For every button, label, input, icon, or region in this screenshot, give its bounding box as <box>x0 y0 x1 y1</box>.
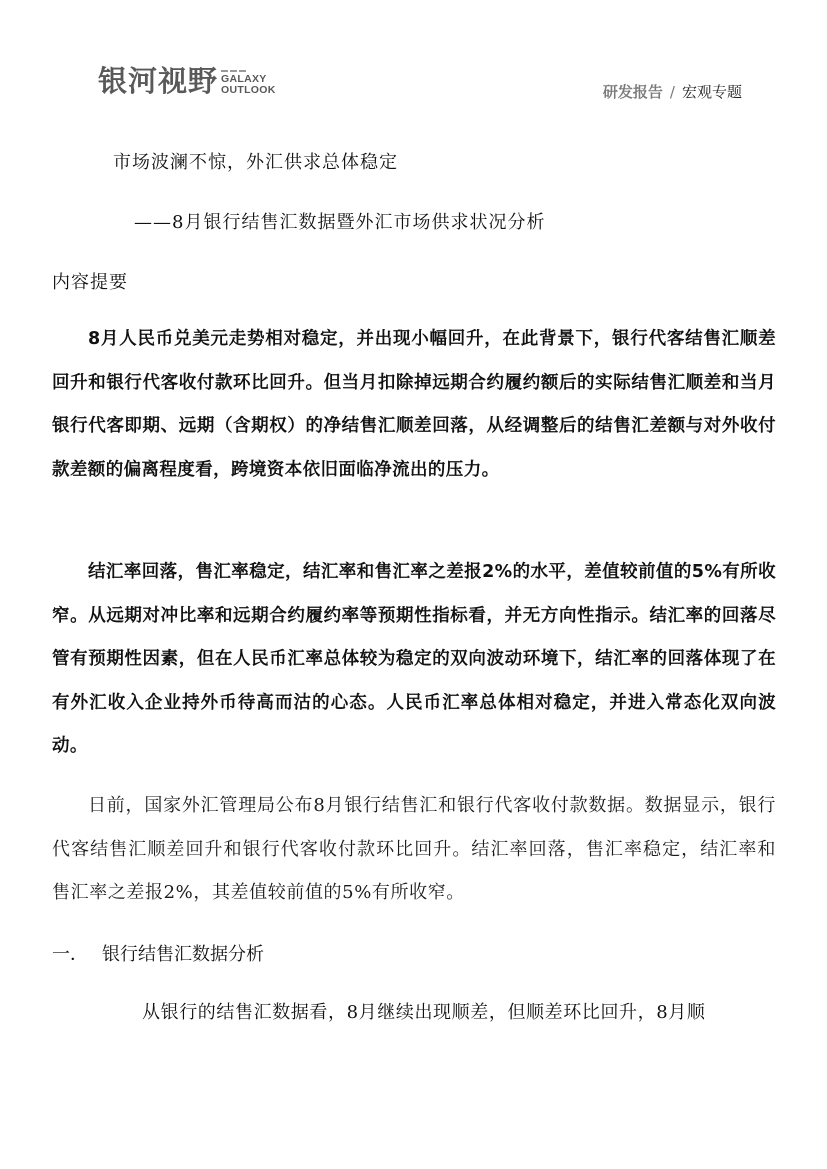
galaxy-outlook-logo <box>98 62 276 98</box>
document-subtitle: ——8月银行结售汇数据暨外汇市场供求状况分析 <box>134 212 546 233</box>
category-separator: / <box>669 83 675 101</box>
logo-chinese-text: 银河视野 <box>98 64 219 98</box>
report-category-tag <box>603 81 742 102</box>
section-1-heading <box>52 940 264 966</box>
logo-dots-decoration <box>221 70 276 72</box>
report-category: 研发报告 <box>602 83 663 101</box>
summary-heading: 内容提要 <box>52 272 128 293</box>
report-subcategory: 宏观专题 <box>681 83 742 101</box>
summary-paragraph-2: 结汇率回落，售汇率稳定，结汇率和售汇率之差报2%的水平，差值较前值的5%有所收窄。从远期对冲比率和远期合约履约率等预期性指标看，并无方向性指示。结汇率的回落尽管有预期性因素，但在人民币汇率总体较为稳定的双向波动环境下，结汇率的回落体现了在有外汇收入企业持外币待高而沽的心态。人民币汇率总体相对稳定，并进入常态化双向波动。 <box>52 562 776 756</box>
summary-paragraph-1: 8月人民币兑美元走势相对稳定，并出现小幅回升，在此背景下，银行代客结售汇顺差回升和银行代客收付款环比回升。但当月扣除掉远期合约履约额后的实际结售汇顺差和当月银行代客即期、远期（含期权）的净结售汇顺差回落，从经调整后的结售汇差额与对外收付款差额的偏离程度看，跨境资本依旧面临净流出的压力。 <box>52 329 776 480</box>
logo-english-line1: GALAXY <box>221 73 267 85</box>
intro-paragraph: 日前，国家外汇管理局公布8月银行结售汇和银行代客收付款数据。数据显示，银行代客结售汇顺差回升和银行代客收付款环比回升。结汇率回落，售汇率稳定，结汇率和售汇率之差报2%，其差值较前值的5%有所收窄。 <box>52 795 776 903</box>
logo-english-line2: OUTLOOK <box>221 84 276 96</box>
section-1-title: 银行结售汇数据分析 <box>102 944 264 965</box>
logo-english-text <box>221 70 276 96</box>
section-1-number: 一． <box>52 944 88 965</box>
page-header <box>0 0 827 110</box>
document-title: 市场波澜不惊，外汇供求总体稳定 <box>113 152 398 173</box>
section-1-paragraph: 从银行的结售汇数据看，8月继续出现顺差，但顺差环比回升，8月顺 <box>142 1002 706 1023</box>
